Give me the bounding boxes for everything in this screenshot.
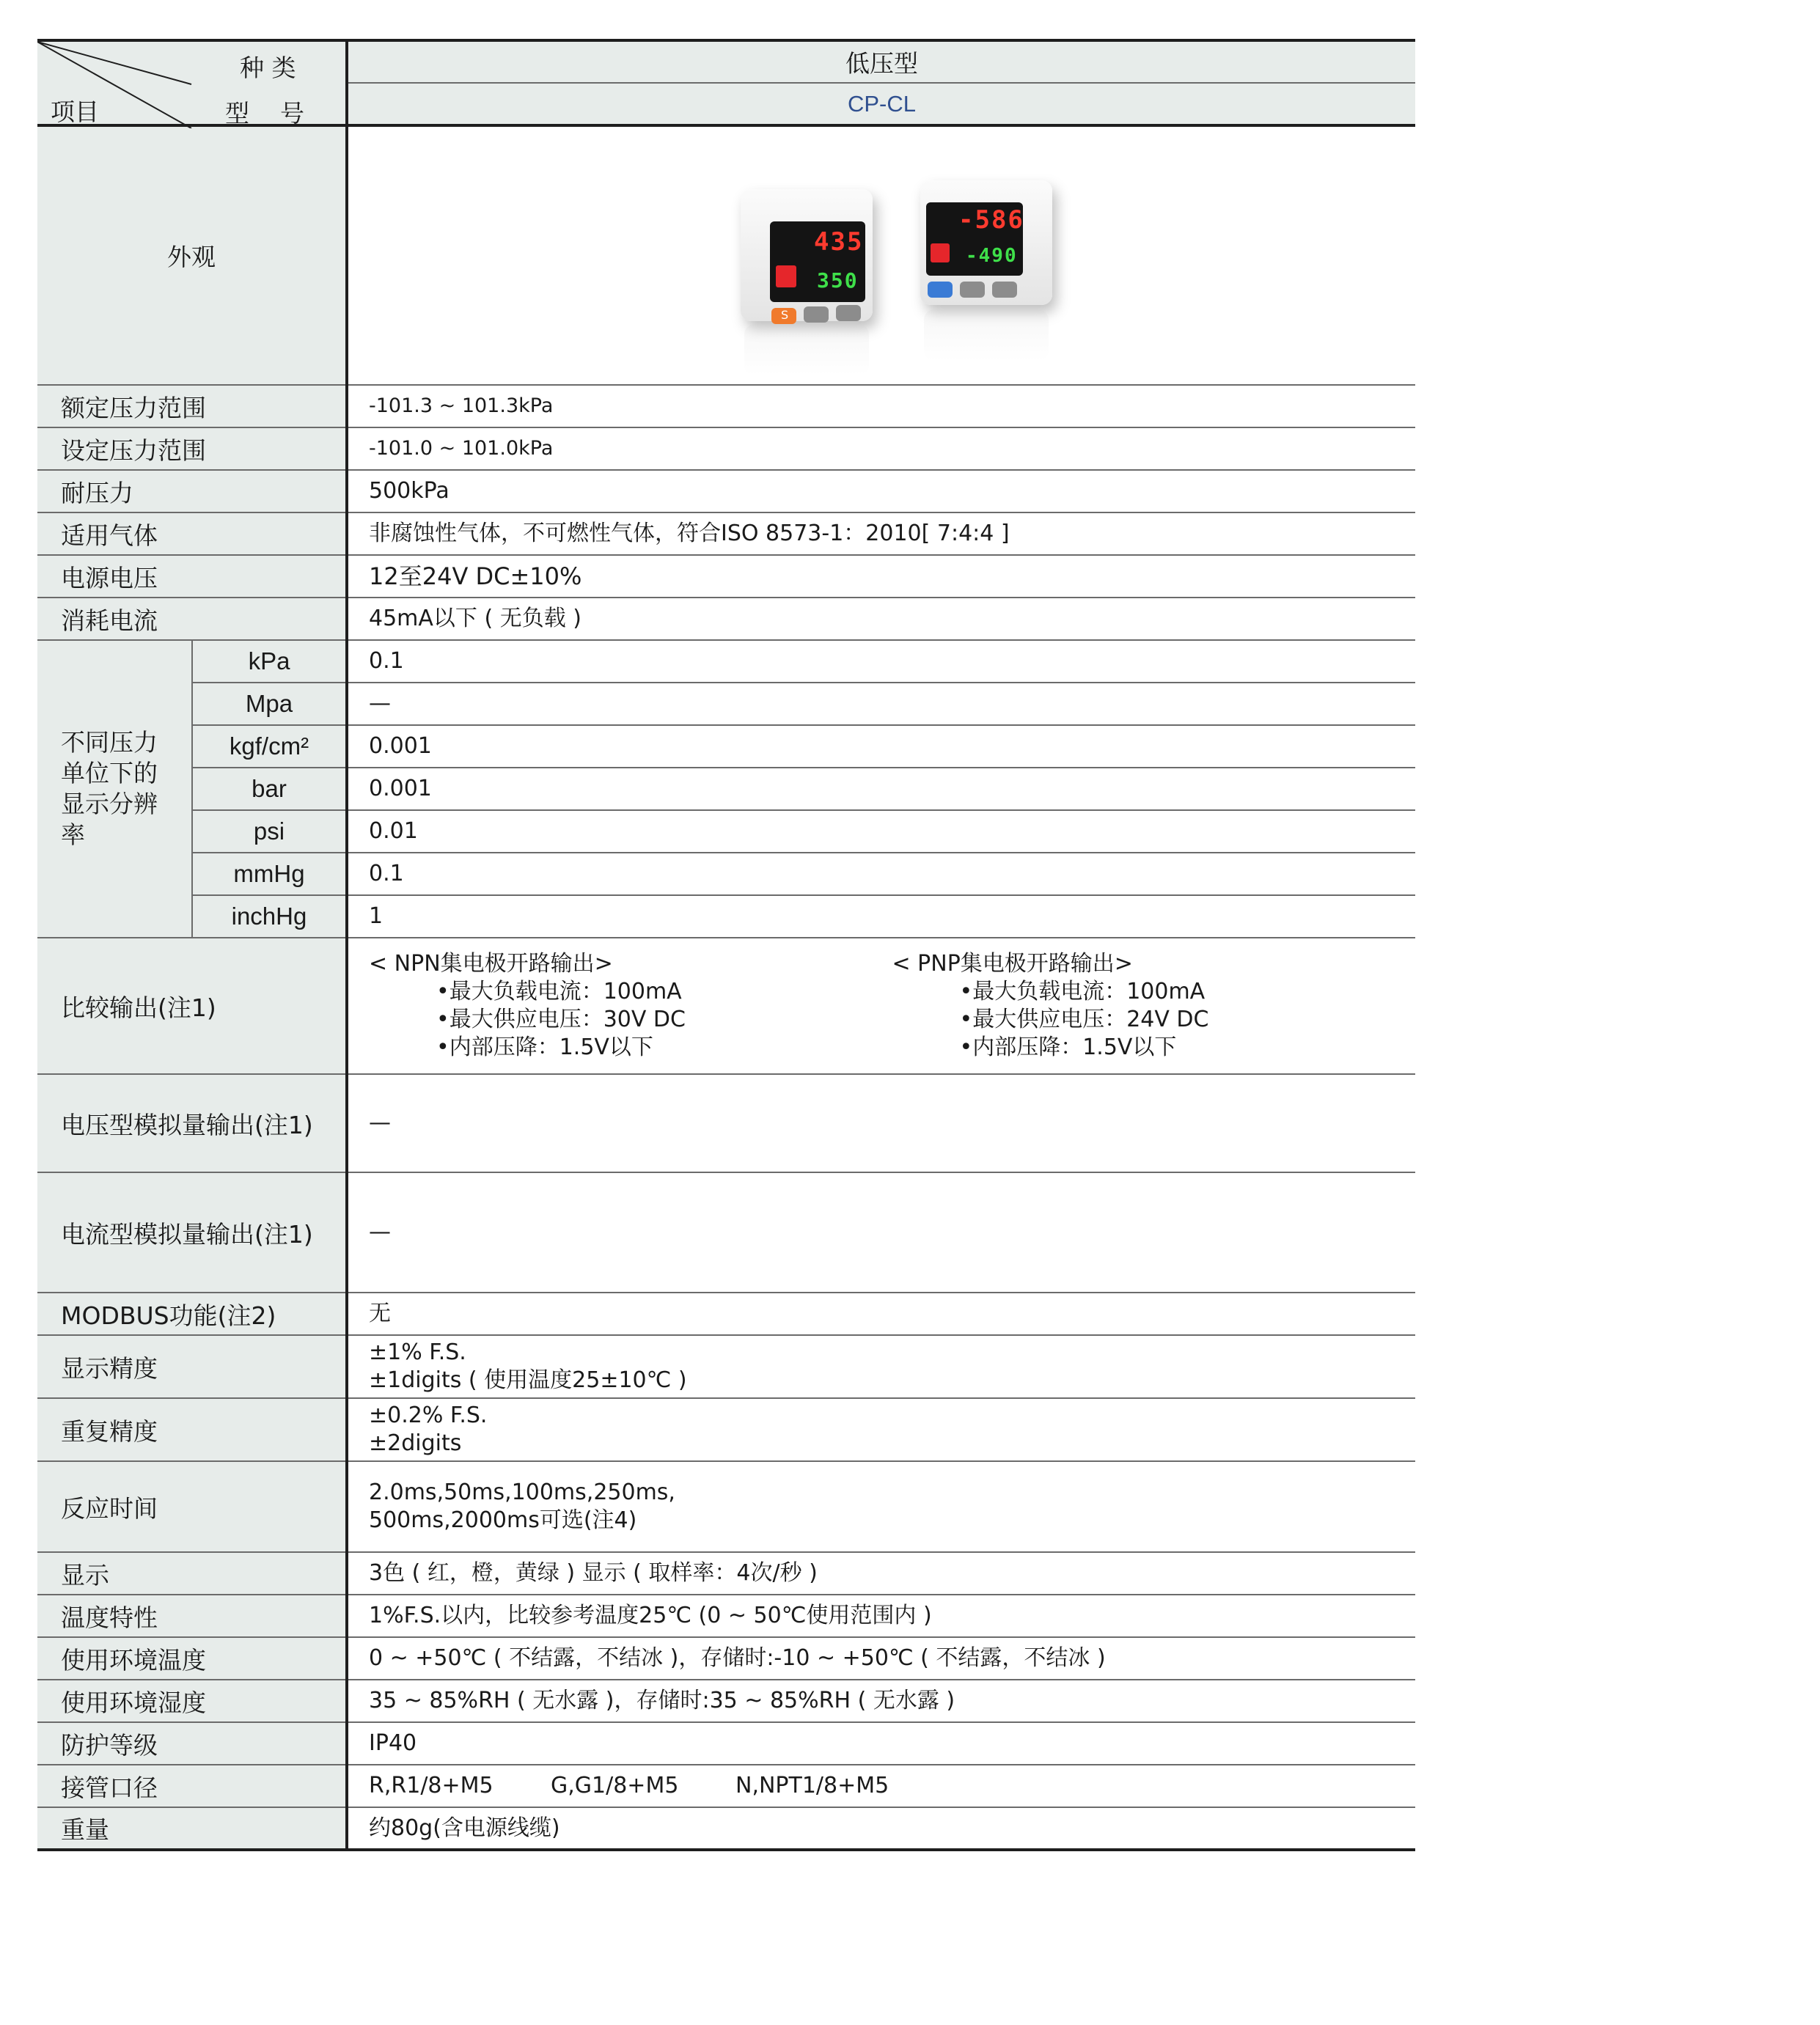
npn-title: < NPN集电极开路输出> [369,951,613,977]
display-top-right: -586 [958,205,1024,235]
res-row-kpa [37,640,1415,683]
display-bottom-right: -490 [966,244,1018,267]
display-accuracy-label: 显示精度 [37,1335,347,1398]
product-photo-cell [347,125,1415,385]
voltage-analog-value: — [347,1074,1415,1172]
row-ports [37,1765,1415,1807]
res-row-kgf [37,725,1415,768]
npn-line-1: •最大负载电流：100mA [436,979,682,1004]
display-bottom-left: 350 [817,268,859,293]
current-value: 45mA以下 ( 无负载 ) [347,598,1415,640]
ports-label: 接管口径 [37,1765,347,1807]
res-kpa-value: 0.1 [347,640,1415,683]
row-compare-output [37,938,1415,1074]
row-supply-voltage [37,555,1415,598]
current-analog-value: — [347,1172,1415,1293]
response-time-line-2: 500ms,2000ms可选(注4) [369,1507,637,1533]
protection-value: IP40 [347,1722,1415,1765]
row-response-time [37,1461,1415,1552]
row-current [37,598,1415,640]
resolution-label-line-2: 单位下的 [61,759,158,787]
row-fluid [37,512,1415,555]
repeatability-line-2: ±2digits [369,1430,462,1456]
unit-psi: psi [192,810,347,853]
response-time-line-1: 2.0ms,50ms,100ms,250ms, [369,1480,675,1505]
spec-table [37,39,1415,1851]
modbus-label: MODBUS功能(注2) [37,1293,347,1335]
port-n: N,NPT1/8+M5 [735,1773,889,1798]
corner-model-label: 型 号 [225,99,304,128]
current-label: 消耗电流 [37,598,347,640]
protection-label: 防护等级 [37,1722,347,1765]
pnp-line-3: •内部压降：1.5V以下 [959,1034,1177,1060]
npn-line-2: •最大供应电压：30V DC [436,1007,686,1032]
resolution-label-line-4: 率 [61,820,85,849]
unit-inchhg: inchHg [192,895,347,938]
ambient-temp-label: 使用环境温度 [37,1637,347,1680]
row-rated-pressure [37,385,1415,427]
product-photo [348,128,1415,384]
proof-pressure-label: 耐压力 [37,470,347,512]
compare-output-label: 比较输出(注1) [37,938,347,1074]
response-time-value [347,1461,1415,1552]
corner-type-label: 种 类 [240,54,296,82]
port-r: R,R1/8+M5 [369,1773,493,1798]
pnp-line-1: •最大负载电流：100mA [959,979,1206,1004]
row-set-pressure [37,427,1415,470]
row-ambient-temp [37,1637,1415,1680]
unit-mpa: Mpa [192,683,347,725]
res-mmhg-value: 0.1 [347,853,1415,895]
pressure-switch-right [920,180,1052,305]
res-row-mmhg [37,853,1415,895]
temp-char-label: 温度特性 [37,1595,347,1637]
appearance-row [37,125,1415,385]
unit-kgf: kgf/cm² [192,725,347,768]
corner-item-label: 项目 [51,98,99,126]
voltage-analog-label: 电压型模拟量输出(注1) [37,1074,347,1172]
supply-voltage-value: 12至24V DC±10% [347,555,1415,598]
modbus-value: 无 [347,1293,1415,1335]
row-ambient-humidity [37,1680,1415,1722]
row-display [37,1552,1415,1595]
type-value: 低压型 [347,40,1415,83]
res-row-inchhg [37,895,1415,938]
resolution-label-line-1: 不同压力 [61,728,158,757]
row-voltage-analog [37,1074,1415,1172]
row-temp-char [37,1595,1415,1637]
weight-label: 重量 [37,1807,347,1850]
proof-pressure-value: 500kPa [347,470,1415,512]
compare-output-value [347,938,1415,1074]
row-proof-pressure [37,470,1415,512]
ambient-temp-value: 0 ~ +50℃ ( 不结露，不结冰 )，存储时:-10 ~ +50℃ ( 不结露，不结冰 ) [347,1637,1415,1680]
current-analog-label: 电流型模拟量输出(注1) [37,1172,347,1293]
set-pressure-value: -101.0 ~ 101.0kPa [347,427,1415,470]
display-accuracy-line-2: ±1digits ( 使用温度25±10℃ ) [369,1367,687,1393]
unit-bar: bar [192,768,347,810]
model-value: CP-CL [347,83,1415,125]
ambient-humidity-label: 使用环境湿度 [37,1680,347,1722]
display-top-left: 435 [814,227,864,257]
repeatability-label: 重复精度 [37,1398,347,1461]
display-value: 3色 ( 红，橙，黄绿 ) 显示 ( 取样率：4次/秒 ) [347,1552,1415,1595]
pnp-block [892,950,1416,1062]
repeatability-line-1: ±0.2% F.S. [369,1403,488,1428]
res-mpa-value: — [347,683,1415,725]
display-label: 显示 [37,1552,347,1595]
display-accuracy-line-1: ±1% F.S. [369,1339,466,1365]
display-accuracy-value [347,1335,1415,1398]
res-kgf-value: 0.001 [347,725,1415,768]
resolution-label-line-3: 显示分辨 [61,790,158,818]
header-corner [37,40,347,128]
pnp-title: < PNP集电极开路输出> [892,951,1133,977]
res-row-bar [37,768,1415,810]
res-row-psi [37,810,1415,853]
row-weight [37,1807,1415,1850]
res-bar-value: 0.001 [347,768,1415,810]
npn-line-3: •内部压降：1.5V以下 [436,1034,653,1060]
rated-pressure-label: 额定压力范围 [37,385,347,427]
header-row-type [37,40,1415,83]
pressure-switch-left [741,189,873,321]
row-modbus [37,1293,1415,1335]
unit-mmhg: mmHg [192,853,347,895]
unit-kpa: kPa [192,640,347,683]
repeatability-value [347,1398,1415,1461]
resolution-label [37,640,192,938]
res-row-mpa [37,683,1415,725]
res-inchhg-value: 1 [347,895,1415,938]
npn-block [369,950,892,1062]
pnp-line-2: •最大供应电压：24V DC [959,1007,1209,1032]
weight-value: 约80g(含电源线缆) [347,1807,1415,1850]
res-psi-value: 0.01 [347,810,1415,853]
rated-pressure-value: -101.3 ~ 101.3kPa [347,385,1415,427]
ports-value [347,1765,1415,1807]
set-pressure-label: 设定压力范围 [37,427,347,470]
appearance-label: 外观 [37,125,347,385]
s-button-label: S [781,307,789,322]
fluid-value: 非腐蚀性气体，不可燃性气体，符合ISO 8573-1：2010[ 7:4:4 ] [347,512,1415,555]
row-display-accuracy [37,1335,1415,1398]
ambient-humidity-value: 35 ~ 85%RH ( 无水露 )，存储时:35 ~ 85%RH ( 无水露 ) [347,1680,1415,1722]
port-g: G,G1/8+M5 [551,1773,679,1798]
row-repeatability [37,1398,1415,1461]
supply-voltage-label: 电源电压 [37,555,347,598]
row-protection [37,1722,1415,1765]
temp-char-value: 1%F.S.以内，比较参考温度25℃ (0 ~ 50℃使用范围内 ) [347,1595,1415,1637]
fluid-label: 适用气体 [37,512,347,555]
response-time-label: 反应时间 [37,1461,347,1552]
row-current-analog [37,1172,1415,1293]
